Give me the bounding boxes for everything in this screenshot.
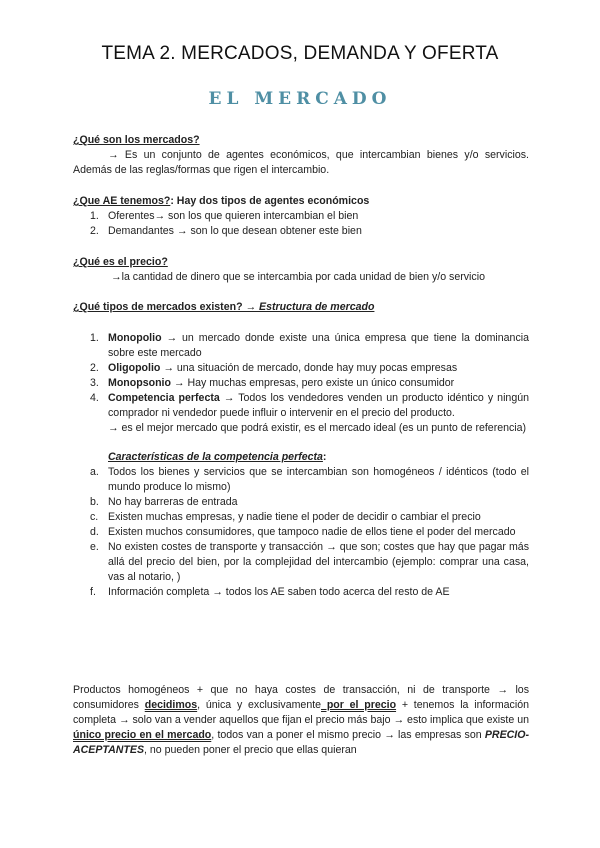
- list-letter: a.: [90, 466, 99, 478]
- list-text: → una situación de mercado, donde hay muy pocas empresas: [160, 362, 458, 374]
- question-line: [73, 194, 529, 209]
- summary-text: , no pueden poner el precio que ellas quieran: [144, 744, 357, 756]
- page-title: TEMA 2. MERCADOS, DEMANDA Y OFERTA: [101, 43, 499, 64]
- answer-text: →la cantidad de dinero que se intercambia por cada unidad de bien y/o servicio: [111, 271, 485, 283]
- term: Competencia perfecta: [108, 392, 220, 404]
- list-number: 1.: [90, 332, 99, 344]
- list-item: [73, 465, 529, 495]
- list-item: [73, 495, 529, 510]
- note-text: → es el mejor mercado que podrá existir, es el mercado ideal (es un punto de referencia): [108, 422, 527, 434]
- list-text: → Hay muchas empresas, pero existe un único consumidor: [170, 377, 455, 389]
- question-heading: ¿Que AE tenemos?: [73, 195, 171, 207]
- list-letter: b.: [90, 496, 99, 508]
- section-tipos-mercado: [73, 300, 529, 600]
- emphasis: único precio en el mercado: [73, 729, 212, 741]
- summary-text: , única y exclusivamente: [197, 699, 322, 711]
- list-item: [73, 331, 529, 361]
- agent-list: [73, 209, 529, 239]
- term: Oligopolio: [108, 362, 161, 374]
- list-item: [73, 510, 529, 525]
- question-heading: [73, 300, 529, 315]
- term: Monopolio: [108, 332, 162, 344]
- characteristics-list: [73, 465, 529, 600]
- characteristics-heading: [73, 450, 529, 465]
- list-letter: f.: [90, 586, 96, 598]
- list-text: → un mercado donde existe una única empresa que tiene la dominancia sobre este mercado: [108, 332, 529, 359]
- question-heading: ¿Qué son los mercados?: [73, 134, 200, 146]
- list-text: Existen muchas empresas, y nadie tiene el poder de decidir o cambiar el precio: [108, 511, 481, 523]
- list-text: No hay barreras de entrada: [108, 496, 238, 508]
- summary-paragraph: [73, 683, 529, 758]
- list-letter: e.: [90, 541, 99, 553]
- list-number: 3.: [90, 377, 99, 389]
- section-heading: EL MERCADO: [208, 89, 392, 109]
- question-heading: ¿Qué es el precio?: [73, 256, 168, 268]
- summary-text: Productos homogéneos + que no haya costes de transacción, ni de transporte → los consumidores: [73, 684, 529, 711]
- characteristics-title: Características de la competencia perfecta: [108, 451, 323, 463]
- summary-text: + tenemos la información completa → solo van a vender aquellos que fijan el precio más bajo → esto implica que existe un: [73, 699, 529, 726]
- section-mercados: [73, 133, 529, 178]
- list-item: [73, 376, 529, 391]
- answer-text: → Es un conjunto de agentes económicos, que intercambian bienes y/o servicios. Además de las reglas/formas que rigen el intercambio.: [73, 149, 529, 176]
- question-italic: → Estructura de mercado: [245, 301, 375, 313]
- list-number: 1.: [90, 210, 99, 222]
- list-text: Demandantes → son lo que desean obtener este bien: [108, 225, 362, 237]
- list-text: No existen costes de transporte y transacción → que son; costes que hay que pagar más allá del precio del bien, por la complejidad del intercambio (ejemplo: comprar una casa, vas al notario, ): [108, 541, 529, 583]
- list-item: [73, 585, 529, 600]
- market-types-list: [73, 331, 529, 421]
- emphasis-italic: PRECIO-ACEPTANTES: [73, 729, 530, 756]
- summary-text: , todos van a poner el mismo precio → las empresas son: [211, 729, 485, 741]
- list-number: 2.: [90, 225, 99, 237]
- emphasis: decidimos: [144, 699, 198, 711]
- list-item: [73, 540, 529, 585]
- list-item: [73, 224, 529, 239]
- list-item: [73, 209, 529, 224]
- list-item: [73, 525, 529, 540]
- list-number: 2.: [90, 362, 99, 374]
- list-text: Todos los bienes y servicios que se intercambian son homogéneos / idénticos (todo el mundo produce lo mismo): [108, 466, 529, 493]
- emphasis: por el precio: [321, 699, 397, 711]
- question-text: ¿Qué tipos de mercados existen?: [73, 301, 246, 313]
- colon: :: [322, 451, 327, 463]
- list-letter: d.: [90, 526, 99, 538]
- list-text: Oferentes→ son los que quieren intercambian el bien: [108, 210, 359, 222]
- list-number: 4.: [90, 392, 99, 404]
- list-item: [73, 361, 529, 376]
- list-letter: c.: [90, 511, 99, 523]
- list-text: → Todos los vendedores venden un producto idéntico y ningún comprador ni vendedor puede influir o intervenir en el precio del producto.: [108, 392, 529, 419]
- section-agentes: [73, 194, 529, 239]
- question-rest: : Hay dos tipos de agentes económicos: [170, 195, 370, 207]
- list-text: Información completa → todos los AE saben todo acerca del resto de AE: [108, 586, 450, 598]
- section-precio: [73, 255, 529, 285]
- list-item: [73, 391, 529, 421]
- term: Monopsonio: [108, 377, 171, 389]
- list-text: Existen muchos consumidores, que tampoco nadie de ellos tiene el poder del mercado: [108, 526, 516, 538]
